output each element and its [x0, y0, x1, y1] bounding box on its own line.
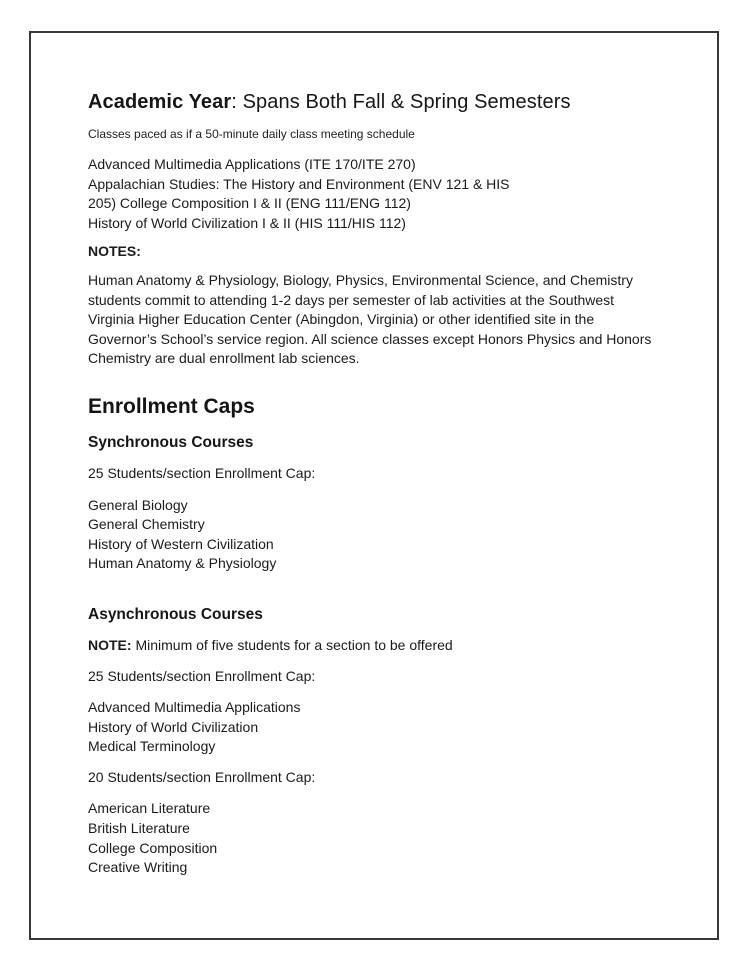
- asynchronous-note: [88, 636, 662, 656]
- async-cap-25-course-list: [88, 698, 662, 757]
- academic-year-course-list: [88, 155, 662, 233]
- notes-heading: NOTES:: [88, 243, 141, 260]
- synchronous-courses-heading: Synchronous Courses: [88, 433, 254, 451]
- course-line: Human Anatomy & Physiology: [88, 555, 277, 572]
- pacing-subtitle: Classes paced as if a 50-minute daily class meeting schedule: [88, 127, 415, 141]
- course-line: Creative Writing: [88, 859, 188, 876]
- course-line: 205) College Composition I & II (ENG 111/ENG 112): [88, 195, 411, 212]
- notes-paragraph: Human Anatomy & Physiology, Biology, Physics, Environmental Science, and Chemistry students commit to attending 1-2 days per semester of lab activities at the Southwest Virginia Higher Education Center (Abingdon, Virginia) or other identified site in the Governor’s School’s service region. All science classes except Honors Physics and Honors Chemistry are dual enrollment lab sciences.: [88, 271, 652, 367]
- course-line: Advanced Multimedia Applications: [88, 699, 301, 716]
- course-line: American Literature: [88, 800, 211, 817]
- course-line: History of World Civilization: [88, 718, 259, 735]
- course-line: General Chemistry: [88, 516, 205, 533]
- page-title-rest: : Spans Both Fall & Spring Semesters: [231, 91, 571, 113]
- course-line: British Literature: [88, 820, 190, 837]
- document-content: [88, 90, 662, 887]
- note-label: NOTE:: [88, 636, 132, 653]
- course-line: Advanced Multimedia Applications (ITE 170/ITE 270): [88, 156, 416, 172]
- async-cap-25-label: 25 Students/section Enrollment Cap:: [88, 667, 316, 684]
- sync-cap-25-label: 25 Students/section Enrollment Cap:: [88, 464, 316, 481]
- async-cap-20-label: 20 Students/section Enrollment Cap:: [88, 768, 316, 785]
- asynchronous-courses-heading: Asynchronous Courses: [88, 605, 263, 623]
- note-text: Minimum of five students for a section to be offered: [131, 636, 453, 653]
- page-title: [88, 90, 662, 114]
- course-line: General Biology: [88, 496, 188, 513]
- course-line: History of World Civilization I & II (HIS 111/HIS 112): [88, 214, 406, 231]
- section-gap: [88, 583, 662, 605]
- course-line: History of Western Civilization: [88, 535, 274, 552]
- course-line: College Composition: [88, 839, 218, 856]
- enrollment-caps-heading: Enrollment Caps: [88, 394, 255, 418]
- course-line: Medical Terminology: [88, 738, 216, 755]
- page-title-bold: Academic Year: [88, 91, 232, 113]
- synchronous-course-list: [88, 496, 662, 574]
- course-line: Appalachian Studies: The History and Environment (ENV 121 & HIS: [88, 175, 510, 192]
- async-cap-20-course-list: [88, 799, 662, 877]
